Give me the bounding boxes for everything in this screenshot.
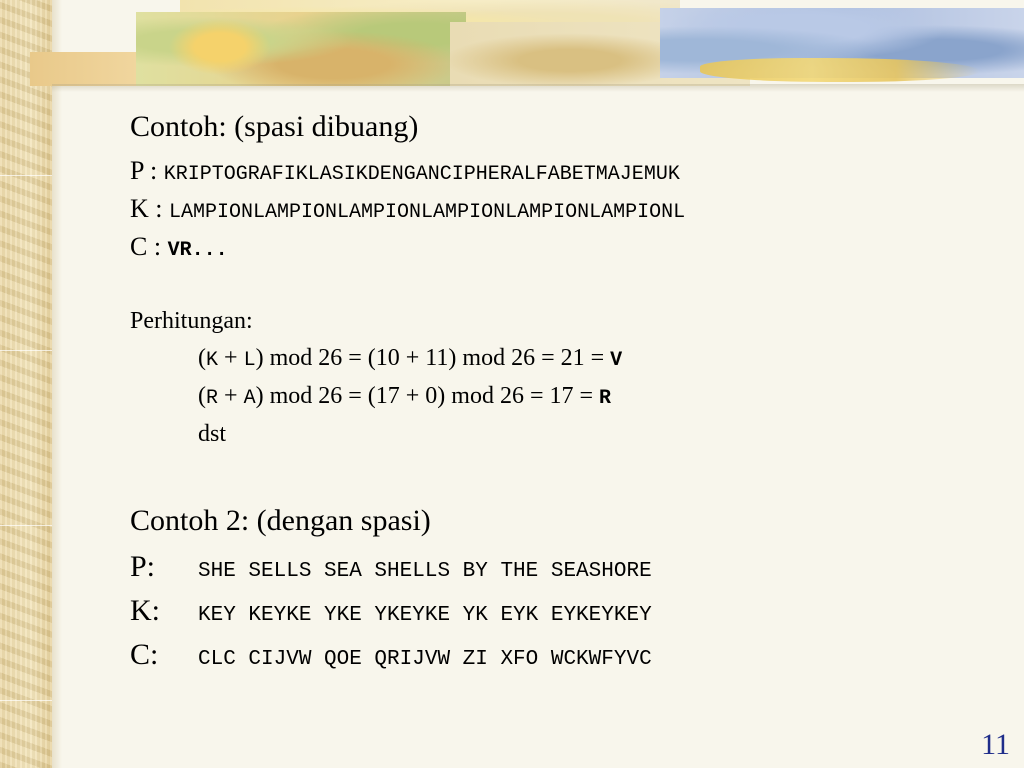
ciphertext-line [130,232,228,262]
example2-title: Contoh 2: (dengan spasi) [130,504,431,537]
plaintext-line [130,156,680,186]
k2-label: K: [130,594,160,627]
plaintext2-line [130,550,652,584]
c2-label: C: [130,638,159,671]
calc-char-a: K [206,349,219,372]
p2-label: P: [130,550,156,583]
calculation-line-2 [198,383,611,410]
calc-result: V [610,349,623,372]
paren: ( [198,383,206,409]
key-line [130,194,685,224]
calculation-line-1 [198,345,622,372]
strip-seam [0,700,52,701]
ciphertext2-line [130,638,652,672]
c-label: C [130,232,148,261]
separator: : [150,156,158,185]
ciphertext-value: VR... [167,239,228,262]
plaintext-value: KRIPTOGRAFIKLASIKDENGANCIPHERALFABETMAJEMUK [163,163,680,186]
ciphertext2-value: CLC CIJVW QOE QRIJVW ZI XFO WCKWFYVC [198,648,652,671]
plus-sign: + [218,345,244,371]
strip-seam [0,525,52,526]
key2-value: KEY KEYKE YKE YKEYKE YK EYK EYKEYKEY [198,604,652,627]
decorative-banner [0,0,1024,86]
key-value: LAMPIONLAMPIONLAMPIONLAMPIONLAMPIONLAMPIONL [169,201,686,224]
calc-expression: ) mod 26 = (10 + 11) mod 26 = 21 = [255,345,611,371]
paren: ( [198,345,206,371]
key2-line [130,594,652,628]
strip-seam [0,350,52,351]
calc-result: R [599,387,612,410]
calc-char-b: A [243,387,256,410]
calc-expression: ) mod 26 = (17 + 0) mod 26 = 17 = [255,383,600,409]
calc-char-a: R [206,387,219,410]
separator: : [155,194,163,223]
page-number: 11 [981,728,1010,761]
calculation-etc: dst [198,421,227,447]
example1-title: Contoh: (spasi dibuang) [130,110,419,143]
calc-char-b: L [243,349,256,372]
left-strip-shadow [52,0,62,768]
plaintext2-value: SHE SELLS SEA SHELLS BY THE SEASHORE [198,560,652,583]
k-label: K [130,194,149,223]
leaf-decoration [160,14,280,80]
calculation-title: Perhitungan: [130,308,253,334]
left-parchment-strip [0,0,52,768]
plus-sign: + [218,383,244,409]
separator: : [153,232,162,261]
p-label: P [130,156,144,185]
banner-shadow [52,84,1024,92]
strip-seam [0,175,52,176]
wheat-decoration [700,58,980,82]
